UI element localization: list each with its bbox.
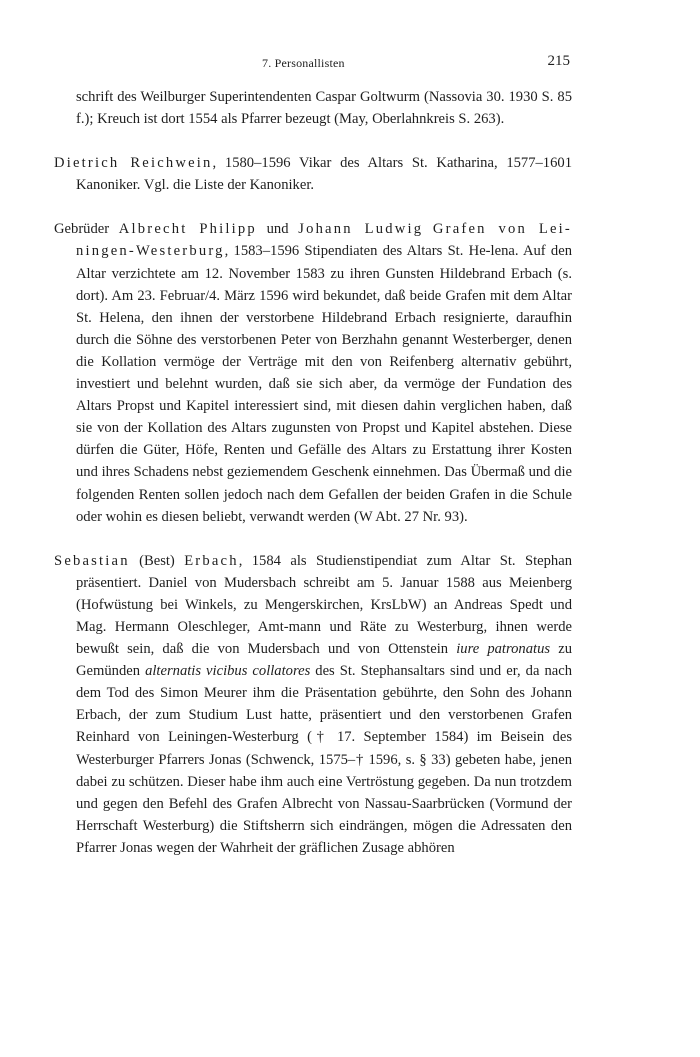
page-body bbox=[54, 86, 572, 859]
entry-reichwein bbox=[54, 152, 572, 196]
entry-text: , 1580–1596 Vikar des Altars St. Katharina, 1577–1601 Kanoniker. Vgl. die Liste der Kanoniker. bbox=[76, 155, 572, 194]
entry-text: und bbox=[256, 221, 299, 238]
entry-text: , 1583–1596 Stipendiaten des Altars St. He-lena. Auf den Altar verzichtete am 12. November 1583 zu ihren Gunsten Hildebrand Erbach (s. dort). Am 23. Februar/4. März 1596 wird bekundet, daß beide Grafen mit dem Altar St. Helena, den ihnen der verstorbene Hildebrand Erbach resignierte, daraufhin durch die Söhne des verstorbenen Peter von Berzhahn genannt Westerberger, denen die Kollation vermöge der Verträge mit den von Reifenberg alternativ gebührt, investiert und belehnt wurden, daß sie sich aber, da vermöge der Fundation des Altars Propst und Kapitel interessiert sind, mit diesen dahin verglichen haben, daß sie von der Kollation des Altars zugunsten von Propst und Kapitel abstehen. Diese dürfen die Güter, Höfe, Renten und Gefälle des Altars zu Erstattung ihrer Kosten und ihres Schadens nebst geziemendem Geschenk einnehmen. Das Übermaß und die folgenden Renten sollen jedoch nach dem Gefallen der beiden Grafen in die Schule oder wohin es diesen beliebt, verwandt werden (W Abt. 27 Nr. 93). bbox=[76, 243, 572, 525]
entry-text bbox=[423, 221, 433, 237]
entry-text: des St. Stephansaltars sind und er, da nach dem Tod des Simon Meurer ihm die Präsentation gebührte, den Sohn des Johann Erbach, der zum Studium Lust hatte, präsentiert und den verstorbenen Grafen Reinhard von Leiningen-Westerburg († 17. September 1584) im Beisein des Westerburger Pfarrers Jonas (Schwenck, 1575–† 1596, s. § 33) gebeten habe, jenen dabei zu schützen. Dieser habe ihm auch eine Vertröstung gegeben. Da nun trotzdem und gegen den Befehl des Grafen Albrecht von Nassau-Saarbrücken (Vormund der Herrschaft Westerburg) die Stiftsherrn sich eindrängen, mögen die Adressaten den Pfarrer Jonas wegen der Wahrheit der gräflichen Zusage abhören bbox=[76, 663, 573, 856]
person-name: Albrecht Philipp bbox=[118, 221, 257, 238]
latin-term: alternatis vicibus collatores bbox=[145, 663, 311, 680]
entry-gap bbox=[54, 528, 572, 550]
entry-text: Gebrüder bbox=[54, 221, 119, 238]
entry-text: schrift des Weilburger Superintendenten Caspar Goltwurm (Nassovia 30. 1930 S. 85 f.); Kreuch ist dort 1554 als Pfarrer bezeugt (May, Oberlahnkreis S. 263). bbox=[76, 89, 572, 128]
entry-text: zu Gemünden bbox=[76, 641, 572, 680]
person-name: Grafen von Lei-ningen-Westerburg bbox=[76, 221, 572, 260]
entry-leiningen bbox=[54, 218, 572, 527]
entry-continuation bbox=[54, 86, 572, 130]
person-name: Dietrich Reichwein bbox=[54, 155, 213, 172]
entry-gap bbox=[54, 196, 572, 218]
entry-text: , 1584 als Studienstipendiat zum Altar St. Stephan präsentiert. Daniel von Mudersbach schreibt am 5. Januar 1588 aus Meienberg (Hofwüstung bei Winkels, zu Mengerskirchen, KrsLbW) an Andreas Spedt und Mag. Hermann Oleschleger, Amt-mann und Räte zu Westerburg, ihnen werde bewußt sein, daß die von Mudersbach und von Ottenstein bbox=[76, 552, 572, 658]
running-title: 7. Personallisten bbox=[262, 56, 345, 70]
person-name: Johann Ludwig bbox=[298, 221, 424, 238]
entry-gap bbox=[54, 130, 572, 152]
latin-term: iure patronatus bbox=[456, 641, 551, 658]
person-name: Erbach bbox=[184, 552, 239, 569]
person-name: Sebastian bbox=[54, 552, 130, 569]
page-number: 215 bbox=[547, 53, 570, 69]
entry-text: (Best) bbox=[129, 552, 185, 569]
entry-erbach bbox=[54, 550, 572, 859]
